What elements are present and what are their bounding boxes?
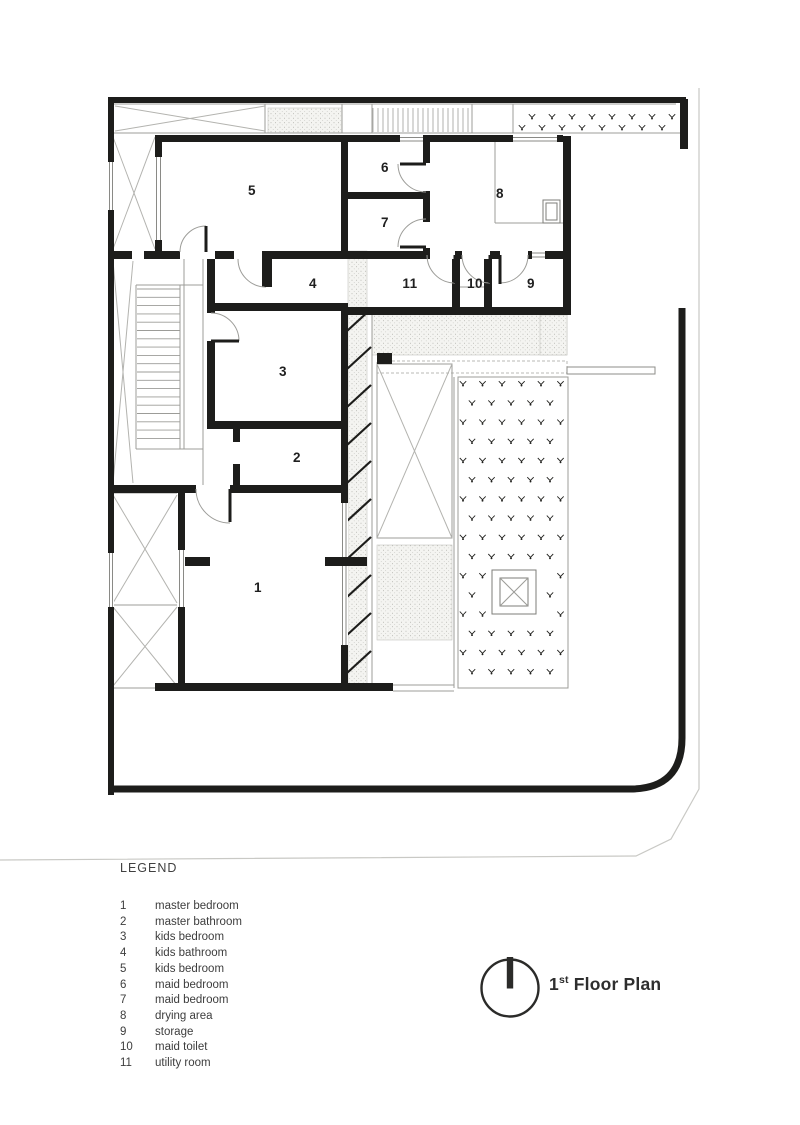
legend-item-label: kids bedroom bbox=[155, 962, 225, 975]
room-label-3: 3 bbox=[278, 364, 288, 379]
legend-item-4 bbox=[120, 946, 242, 962]
legend-item-label: kids bedroom bbox=[155, 931, 225, 944]
legend-item-label: utility room bbox=[155, 1057, 211, 1070]
room-label-10: 10 bbox=[466, 276, 484, 291]
legend-item-label: drying area bbox=[155, 1009, 213, 1022]
walls bbox=[108, 97, 688, 795]
room-label-7: 7 bbox=[380, 215, 390, 230]
legend-item-label: kids bathroom bbox=[155, 947, 228, 960]
legend-item-label: maid toilet bbox=[155, 1041, 208, 1054]
legend-item-number: 8 bbox=[120, 1009, 127, 1022]
legend-item-number: 4 bbox=[120, 947, 127, 960]
stair-treads bbox=[137, 289, 180, 438]
room-label-8: 8 bbox=[495, 186, 505, 201]
legend-item-label: maid bedroom bbox=[155, 994, 229, 1007]
legend-item-number: 6 bbox=[120, 978, 127, 991]
legend-item-number: 11 bbox=[120, 1057, 132, 1070]
legend-item-number: 2 bbox=[120, 915, 127, 928]
legend-items bbox=[120, 899, 242, 1072]
top-stair-treads bbox=[373, 108, 468, 132]
legend bbox=[120, 861, 242, 1072]
legend-item-number: 7 bbox=[120, 994, 127, 1007]
legend-item-3 bbox=[120, 930, 242, 946]
room-label-6: 6 bbox=[380, 160, 390, 175]
windows bbox=[108, 138, 557, 646]
column-marker bbox=[377, 353, 392, 364]
north-arrow-icon bbox=[478, 955, 542, 1026]
plant-symbols-lawn bbox=[460, 381, 564, 674]
plan-title-ordinal: st bbox=[558, 974, 569, 987]
legend-item-8 bbox=[120, 1009, 242, 1025]
legend-item-7 bbox=[120, 993, 242, 1009]
room-label-11: 11 bbox=[402, 276, 418, 291]
plan-title-number: 1 bbox=[549, 974, 559, 994]
legend-item-6 bbox=[120, 978, 242, 994]
legend-item-label: master bathroom bbox=[155, 915, 242, 928]
legend-item-number: 1 bbox=[120, 900, 127, 912]
room-label-5: 5 bbox=[247, 183, 257, 198]
room-label-9: 9 bbox=[526, 276, 536, 291]
legend-item-number: 5 bbox=[120, 962, 127, 975]
room-label-4: 4 bbox=[308, 276, 318, 291]
legend-item-number: 10 bbox=[120, 1041, 133, 1054]
legend-item-1 bbox=[120, 899, 242, 915]
legend-item-label: storage bbox=[155, 1025, 194, 1038]
room-label-1: 1 bbox=[253, 580, 263, 595]
legend-item-10 bbox=[120, 1040, 242, 1056]
legend-item-label: master bedroom bbox=[155, 900, 239, 912]
legend-item-9 bbox=[120, 1025, 242, 1041]
legend-item-number: 3 bbox=[120, 931, 127, 944]
legend-item-2 bbox=[120, 915, 242, 931]
legend-item-label: maid bedroom bbox=[155, 978, 229, 991]
legend-item-11 bbox=[120, 1056, 242, 1072]
legend-item-number: 9 bbox=[120, 1025, 127, 1038]
legend-heading: LEGEND bbox=[120, 861, 178, 875]
plant-symbols-top-strip bbox=[519, 114, 675, 130]
room-label-2: 2 bbox=[292, 450, 302, 465]
plan-title bbox=[549, 974, 661, 995]
legend-item-5 bbox=[120, 962, 242, 978]
plan-title-rest: Floor Plan bbox=[568, 974, 662, 994]
